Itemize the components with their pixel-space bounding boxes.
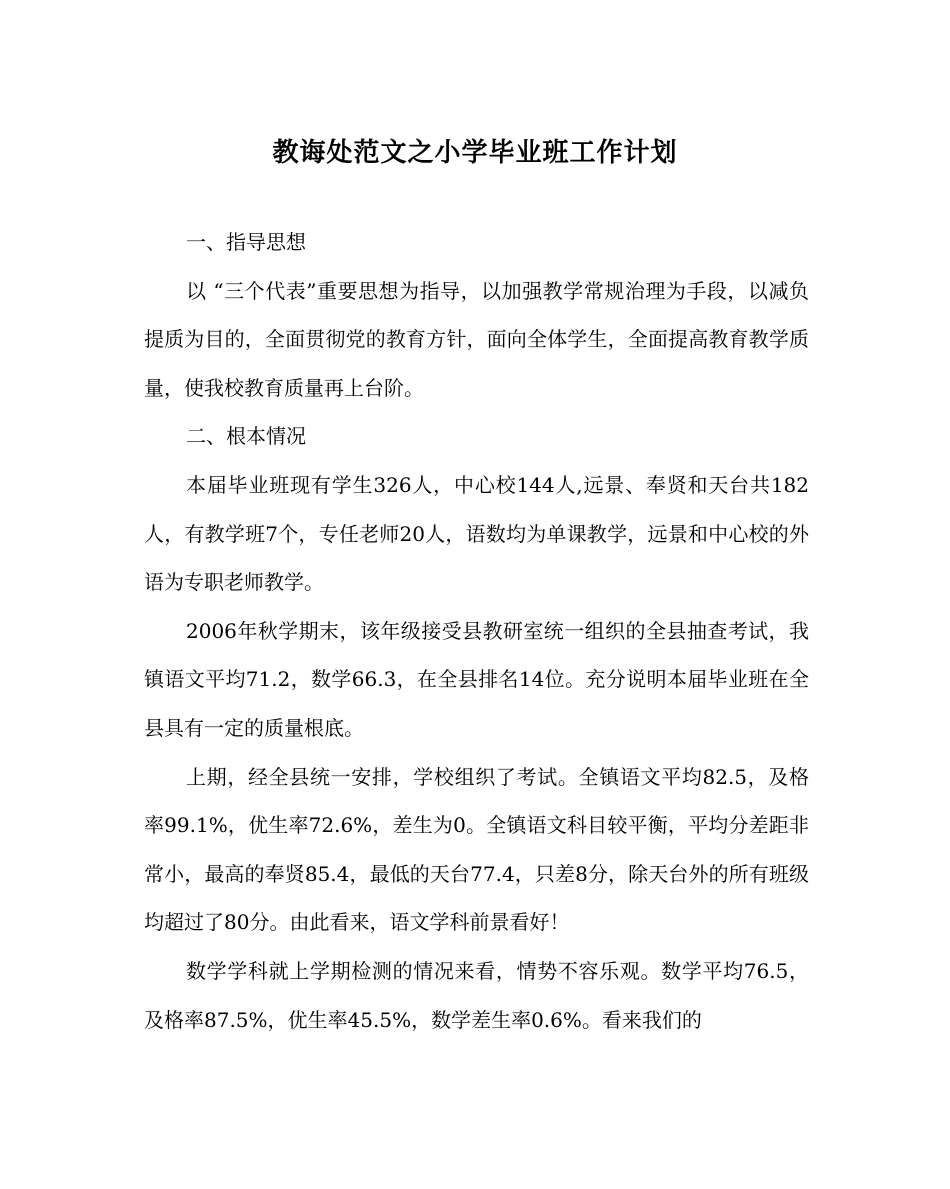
section-heading-guiding-ideology: 一、指导思想: [186, 230, 306, 254]
paragraph-2006-exam: 2006年秋学期末，该年级接受县教研室统一组织的全县抽查考试，我镇语文平均71.2，数学66.3，在全县排名14位。充分说明本届毕业班在全县具有一定的质量根底。: [144, 618, 809, 740]
paragraph-guiding-ideology: 以 “三个代表”重要思想为指导，以加强教学常规治理为手段，以减负提质为目的，全面贯彻党的教育方针，面向全体学生，全面提高教育教学质量，使我校教育质量再上台阶。: [144, 278, 809, 400]
paragraph-student-count: 本届毕业班现有学生326人，中心校144人,远景、奉贤和天台共182人，有教学班7个，专任老师20人，语数均为单课教学，远景和中心校的外语为专职老师教学。: [144, 472, 809, 595]
document-body: [144, 218, 809, 1044]
section-heading-basic-situation: 二、根本情况: [186, 424, 306, 449]
paragraph-chinese-results: 上期，经全县统一安排，学校组织了考试。全镇语文平均82.5，及格率99.1%，优生率72.6%，差生为0。全镇语文科目较平衡，平均分差距非常小，最高的奉贤85.4，最低的天台77.4，只差8分，除天台外的所有班级均超过了80分。由此看来，语文学科前景看好！: [144, 764, 809, 935]
document-title: 教诲处范文之小学毕业班工作计划: [272, 138, 678, 168]
paragraph-math-results: 数学学科就上学期检测的情况来看，情势不容乐观。数学平均76.5，及格率87.5%，优生率45.5%，数学差生率0.6%。看来我们的: [144, 958, 809, 1032]
